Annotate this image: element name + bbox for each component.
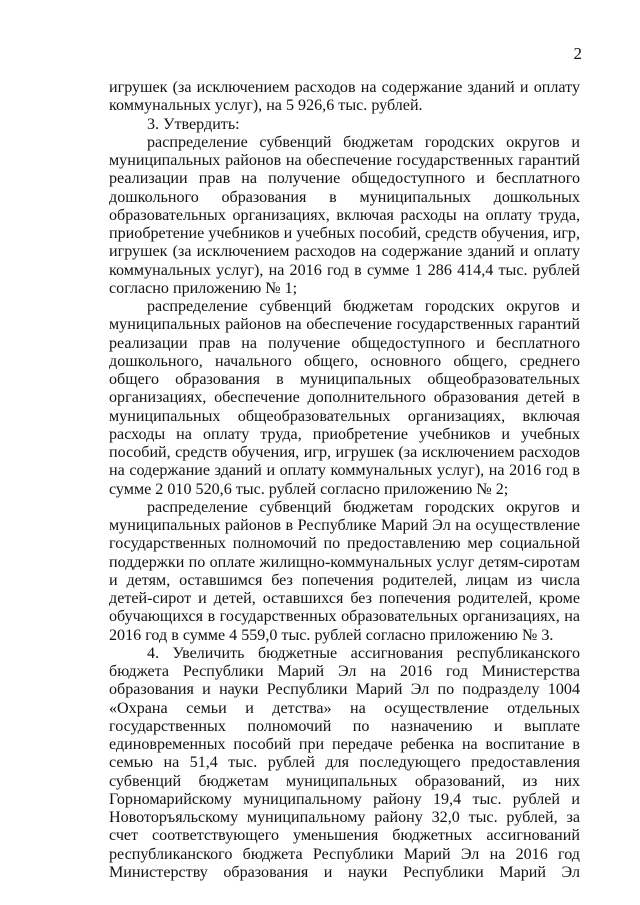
paragraph-distribution-3: распределение субвенций бюджетам городских округов и муниципальных районов в Республике Марий Эл на осуществление государственных полномочий по предоставлению мер социальной поддержки по оплате жилищно-коммунальных услуг детям-сиротам и детям, оставшимся без попечения родителей, лицам из числа детей-сирот и детей, оставшихся без попечения родителей, кроме обучающихся в государственных образовательных организациях, на 2016 год в сумме 4 559,0 тыс. рублей согласно приложению № 3. (109, 498, 580, 644)
page-number: 2 (573, 44, 582, 63)
paragraph-item-4: 4. Увеличить бюджетные ассигнования республиканского бюджета Республики Марий Эл на 2016 год Министерства образования и науки Республики Марий Эл по подразделу 1004 «Охрана семьи и детства» на осуществление отдельных государственных полномочий по назначению и выплате единовременных пособий при передаче ребенка на воспитание в семью на 51,4 тыс. рублей для последующего предоставления субвенций бюджетам муниципальных образований, из них Горномарийскому муниципальному району 19,4 тыс. рублей и Новоторъяльскому муниципальному району 32,0 тыс. рублей, за счет соответствующего уменьшения бюджетных ассигнований республиканского бюджета Республики Марий Эл на 2016 год Министерству образования и науки Республики Марий Эл (109, 644, 580, 881)
paragraph-item-3-heading: 3. Утвердить: (147, 115, 240, 133)
paragraph-distribution-1: распределение субвенций бюджетам городских округов и муниципальных районов на обеспечение государственных гарантий реализации прав на получение общедоступного и бесплатного дошкольного образования в муниципальных дошкольных образовательных организациях, включая расходы на оплату труда, приобретение учебников и учебных пособий, средств обучения, игр, игрушек (за исключением расходов на содержание зданий и оплату коммунальных услуг), на 2016 год в сумме 1 286 414,4 тыс. рублей согласно приложению № 1; (109, 133, 580, 297)
document-body (109, 79, 580, 882)
paragraph-continuation: игрушек (за исключением расходов на содержание зданий и оплату коммунальных услуг), на 5 926,6 тыс. рублей. (109, 79, 580, 115)
paragraph-distribution-2: распределение субвенций бюджетам городских округов и муниципальных районов на обеспечение государственных гарантий реализации прав на получение общедоступного и бесплатного дошкольного, начального общего, основного общего, среднего общего образования в муниципальных общеобразовательных организациях, обеспечение дополнительного образования детей в муниципальных общеобразовательных организациях, включая расходы на оплату труда, приобретение учебников и учебных пособий, средств обучения, игр, игрушек (за исключением расходов на содержание зданий и оплату коммунальных услуг), на 2016 год в сумме 2 010 520,6 тыс. рублей согласно приложению № 2; (109, 298, 580, 498)
